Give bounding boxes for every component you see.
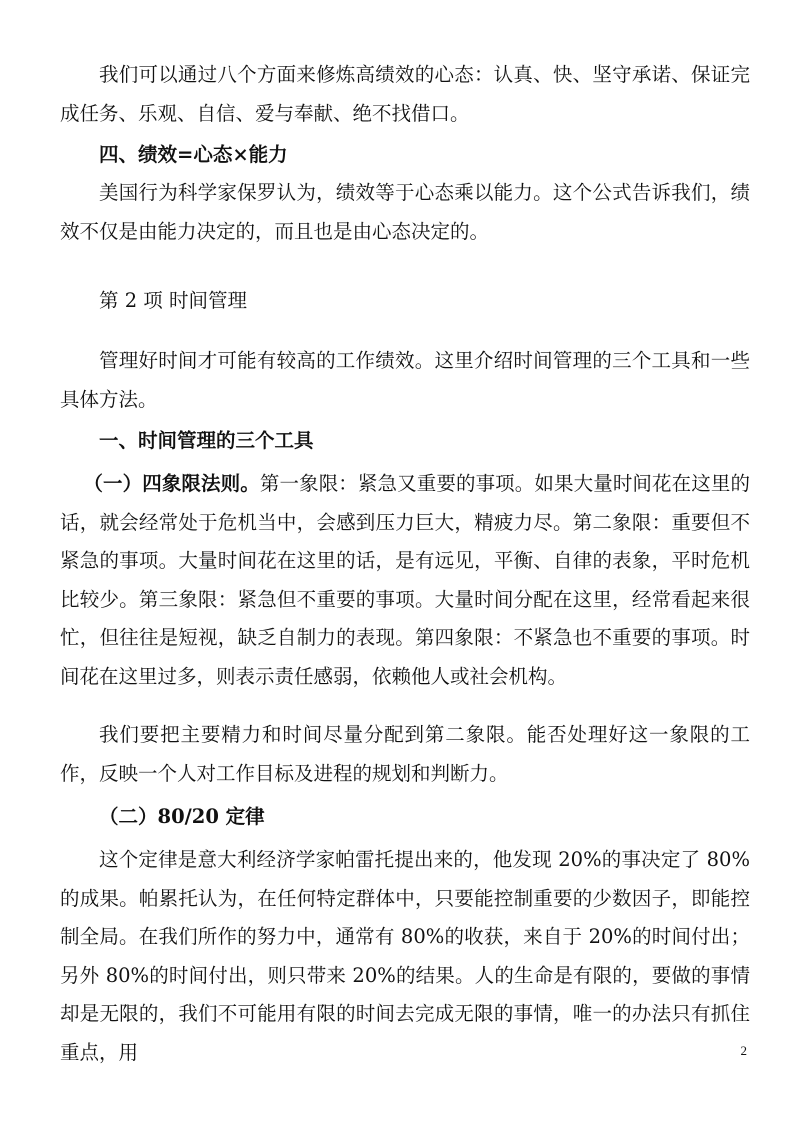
- section-title-time-management: 第 2 项 时间管理: [99, 289, 248, 312]
- paragraph-80-20-rule: 这个定律是意大利经济学家帕雷托提出来的，他发现 20%的事决定了 80%的成果。帕累托认为，在任何特定群体中，只要能控制重要的少数因子，即能控制全局。在我们所作的努力中，通常有 80%的收获，来自于 20%的时间付出；另外 80%的时间付出，则只带来 20%的结果。人的生命是有限的，要做的事情却是无限的，我们不可能用有限的时间去完成无限的事情，唯一的办法只有抓住重点，用: [60, 848, 750, 1064]
- heading-performance-formula: 四、绩效=心态×能力: [99, 143, 288, 166]
- paragraph-performance-formula: 美国行为科学家保罗认为，绩效等于心态乘以能力。这个公式告诉我们，绩效不仅是由能力决定的，而且也是由心态决定的。: [60, 181, 750, 243]
- paragraph-mindset-aspects: 我们可以通过八个方面来修炼高绩效的心态：认真、快、坚守承诺、保证完成任务、乐观、自信、爱与奉献、绝不找借口。: [60, 63, 750, 125]
- page-number: 2: [740, 1043, 747, 1058]
- heading-three-tools: 一、时间管理的三个工具: [99, 429, 314, 452]
- heading-80-20-rule: （二）80/20 定律: [99, 805, 265, 828]
- four-quadrants-body: 第一象限：紧急又重要的事项。如果大量时间花在这里的话，就会经常处于危机当中，会感到压力巨大，精疲力尽。第二象限：重要但不紧急的事项。大量时间花在这里的话，是有远见，平衡、自律的表象，平时危机比较少。第三象限：紧急但不重要的事项。大量时间分配在这里，经常看起来很忙，但往往是短视，缺乏自制力的表现。第四象限：不紧急也不重要的事项。时间花在这里过多，则表示责任感弱，依赖他人或社会机构。: [60, 472, 750, 688]
- four-quadrants-lead: （一）四象限法则。: [83, 472, 260, 495]
- paragraph-time-management-intro: 管理好时间才可能有较高的工作绩效。这里介绍时间管理的三个工具和一些具体方法。: [60, 349, 750, 411]
- paragraph-second-quadrant: 我们要把主要精力和时间尽量分配到第二象限。能否处理好这一象限的工作，反映一个人对工作目标及进程的规划和判断力。: [60, 723, 750, 785]
- paragraph-four-quadrants: [60, 465, 750, 696]
